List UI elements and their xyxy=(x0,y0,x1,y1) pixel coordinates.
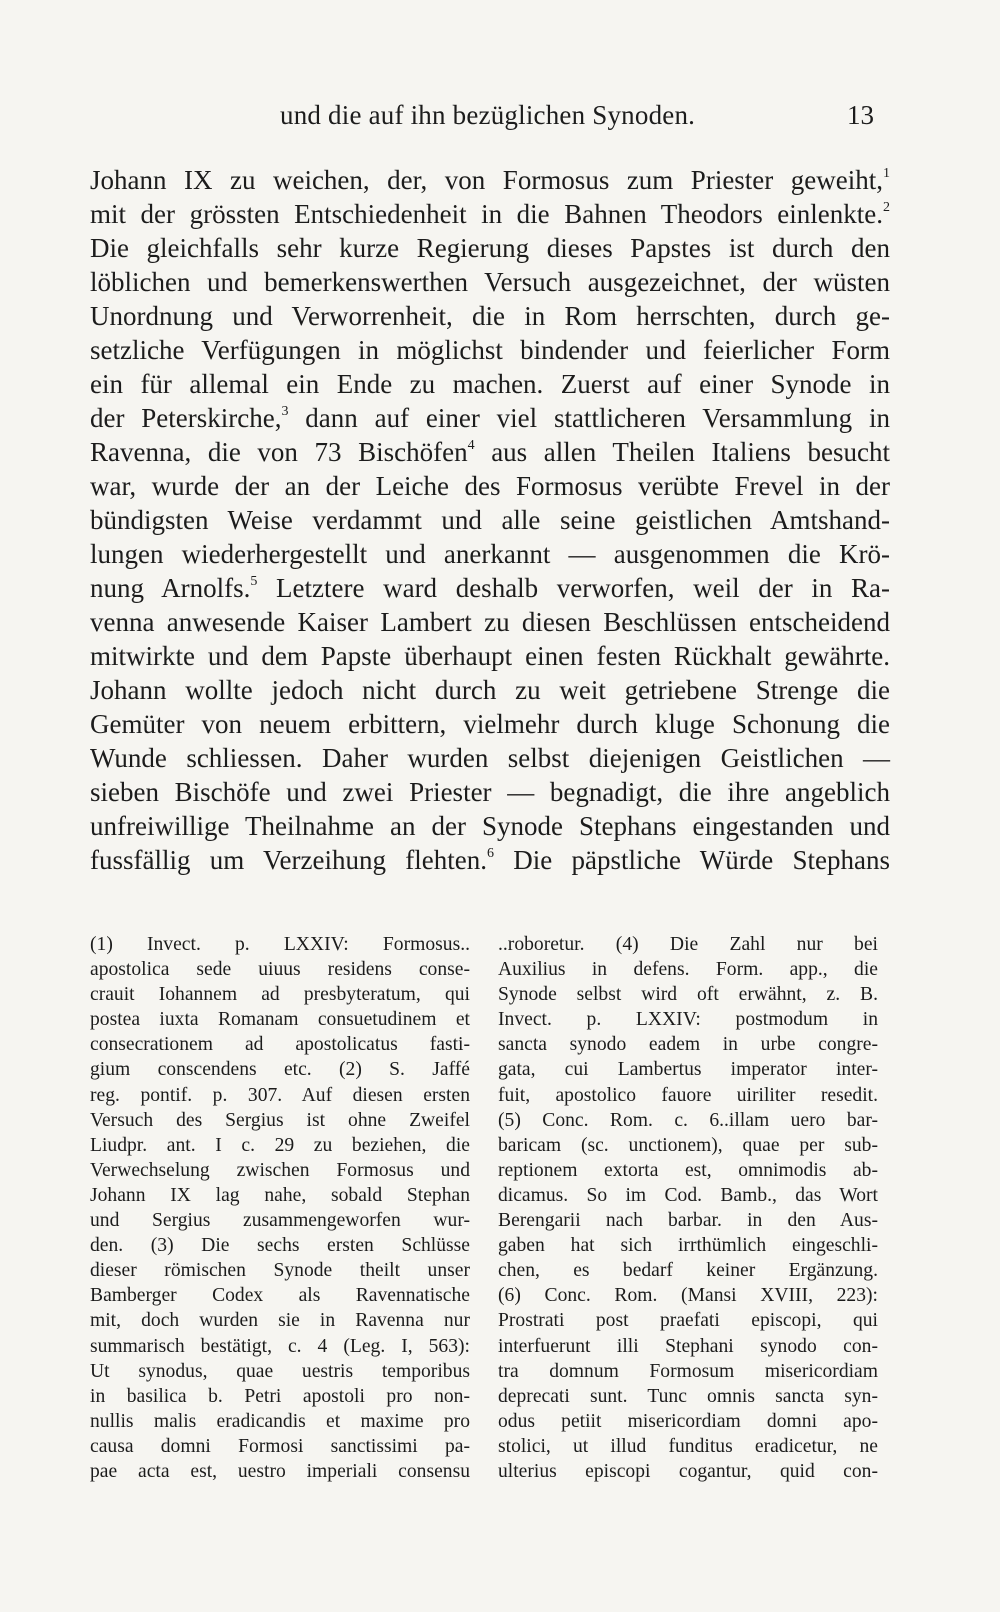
text-line xyxy=(90,673,890,707)
text-segment: mit der grössten Entschiedenheit in die Bahnen Theodors einlenkte. xyxy=(90,199,883,229)
footnote-line: consecrationem ad apostolicatus fasti- xyxy=(90,1034,470,1056)
text-line xyxy=(90,571,890,605)
footnote-marker: 1 xyxy=(883,166,890,181)
main-text xyxy=(90,163,890,877)
text-line xyxy=(90,741,890,775)
footnote-line: dieser römischen Synode theilt unser xyxy=(90,1260,470,1282)
footnote-line: postea iuxta Romanam consuetudinem et xyxy=(90,1009,470,1031)
footnote-line: odus petiit misericordiam domni apo- xyxy=(498,1410,878,1432)
footnote-line: nullis malis eradicandis et maxime pro xyxy=(90,1410,470,1432)
footnote-line: chen, es bedarf keiner Ergänzung. xyxy=(498,1260,878,1282)
footnote-line: apostolica sede uiuus residens conse- xyxy=(90,959,470,981)
footnote-line: Liudpr. ant. I c. 29 zu beziehen, die xyxy=(90,1134,470,1156)
footnote-line: (5) Conc. Rom. c. 6..illam uero bar- xyxy=(498,1109,878,1131)
footnote-line: Bamberger Codex als Ravennatische xyxy=(90,1285,470,1307)
footnote-line: in basilica b. Petri apostoli pro non- xyxy=(90,1385,470,1407)
text-segment: Letztere ward deshalb verworfen, weil der in Ra- xyxy=(257,573,890,603)
text-line xyxy=(90,367,890,401)
text-line xyxy=(90,333,890,367)
footnote-line: (6) Conc. Rom. (Mansi XVIII, 223): xyxy=(498,1285,878,1307)
footnote-line: stolici, ut illud funditus eradicetur, ne xyxy=(498,1435,878,1457)
footnote-line: sancta synodo eadem in urbe congre- xyxy=(498,1034,878,1056)
text-segment: nung Arnolfs. xyxy=(90,573,251,603)
page-number: 13 xyxy=(847,100,874,130)
footnote-marker: 2 xyxy=(883,200,890,215)
footnote-line: Ut synodus, quae uestris temporibus xyxy=(90,1360,470,1382)
footnote-line: baricam (sc. unctionem), quae per sub- xyxy=(498,1134,878,1156)
footnote-marker: 6 xyxy=(486,846,494,861)
text-segment: aus allen Theilen Italiens besucht xyxy=(474,437,890,467)
text-line xyxy=(90,231,890,265)
text-line xyxy=(90,435,890,469)
footnotes-right-column xyxy=(498,932,878,1484)
text-segment: bündigsten Weise verdammt und alle seine geistlichen Amtshand- xyxy=(90,505,890,535)
footnote-line: (1) Invect. p. LXXIV: Formosus.. xyxy=(90,934,470,955)
text-line xyxy=(90,843,890,877)
text-line xyxy=(90,299,890,333)
text-segment: ein für allemal ein Ende zu machen. Zuerst auf einer Synode in xyxy=(90,369,890,399)
page-header xyxy=(90,100,890,134)
text-segment: venna anwesende Kaiser Lambert zu diesen Beschlüssen entscheidend xyxy=(90,607,890,637)
text-line xyxy=(90,707,890,741)
footnote-line: reg. pontif. p. 307. Auf diesen ersten xyxy=(90,1084,470,1106)
footnote-line: und Sergius zusammengeworfen wur- xyxy=(90,1210,470,1232)
text-line xyxy=(90,469,890,503)
text-line xyxy=(90,401,890,435)
footnote-line: interfuerunt illi Stephani synodo con- xyxy=(498,1335,878,1357)
footnote-line: Verwechselung zwischen Formosus und xyxy=(90,1159,470,1181)
footnote-line: Prostrati post praefati episcopi, qui xyxy=(498,1310,878,1332)
text-line xyxy=(90,775,890,809)
footnote-line: summarisch bestätigt, c. 4 (Leg. I, 563): xyxy=(90,1335,470,1357)
footnote-line: mit, doch wurden sie in Ravenna nur xyxy=(90,1310,470,1332)
footnote-line: Invect. p. LXXIV: postmodum in xyxy=(498,1009,878,1031)
text-segment: Die päpstliche Würde Stephans xyxy=(493,845,890,875)
footnote-line: pae acta est, uestro imperiali consensu xyxy=(90,1460,470,1482)
footnote-marker: 4 xyxy=(467,438,475,453)
footnote-marker: 3 xyxy=(281,404,289,419)
footnote-line: crauit Iohannem ad presbyteratum, qui xyxy=(90,984,470,1006)
text-line xyxy=(90,197,890,231)
text-line xyxy=(90,809,890,843)
footnote-line: deprecati sunt. Tunc omnis sancta syn- xyxy=(498,1385,878,1407)
footnote-line: Synode selbst wird oft erwähnt, z. B. xyxy=(498,984,878,1006)
running-head: und die auf ihn bezüglichen Synoden. xyxy=(280,100,696,130)
footnote-line: ..roboretur. (4) Die Zahl nur bei xyxy=(498,934,878,955)
footnote-line: tra domnum Formosum misericordiam xyxy=(498,1360,878,1382)
text-segment: sieben Bischöfe und zwei Priester — begnadigt, die ihre angeblich xyxy=(90,777,890,807)
text-segment: mitwirkte und dem Papste überhaupt einen festen Rückhalt gewährte. xyxy=(90,641,890,671)
text-segment: Johann IX zu weichen, der, von Formosus zum Priester geweiht, xyxy=(90,165,883,195)
text-segment: der Peterskirche, xyxy=(90,403,282,433)
footnote-line: gaben hat sich irrthümlich eingeschli- xyxy=(498,1235,878,1257)
text-line xyxy=(90,605,890,639)
text-line xyxy=(90,503,890,537)
footnote-marker: 5 xyxy=(250,574,258,589)
text-segment: Wunde schliessen. Daher wurden selbst diejenigen Geistlichen — xyxy=(90,743,890,773)
text-segment: unfreiwillige Theilnahme an der Synode Stephans eingestanden und xyxy=(90,811,890,841)
footnote-line: Versuch des Sergius ist ohne Zweifel xyxy=(90,1109,470,1131)
text-segment: Ravenna, die von 73 Bischöfen xyxy=(90,437,468,467)
text-line xyxy=(90,163,890,197)
footnote-line: causa domni Formosi sanctissimi pa- xyxy=(90,1435,470,1457)
text-segment: Unordnung und Verworrenheit, die in Rom herrschten, durch ge- xyxy=(90,301,890,331)
text-segment: Johann wollte jedoch nicht durch zu weit getriebene Strenge die xyxy=(90,675,890,705)
text-segment: Die gleichfalls sehr kurze Regierung dieses Papstes ist durch den xyxy=(90,233,890,263)
text-segment: war, wurde der an der Leiche des Formosus verübte Frevel in der xyxy=(90,471,890,501)
text-segment: löblichen und bemerkenswerthen Versuch ausgezeichnet, der wüsten xyxy=(90,267,890,297)
text-line xyxy=(90,639,890,673)
footnote-line: den. (3) Die sechs ersten Schlüsse xyxy=(90,1235,470,1257)
footnote-line: reptionem extorta est, omnimodis ab- xyxy=(498,1159,878,1181)
footnote-line: gium conscendens etc. (2) S. Jaffé xyxy=(90,1059,470,1081)
footnote-line: Berengarii nach barbar. in den Aus- xyxy=(498,1210,878,1232)
text-line xyxy=(90,265,890,299)
footnote-line: Johann IX lag nahe, sobald Stephan xyxy=(90,1184,470,1206)
text-segment: setzliche Verfügungen in möglichst bindender und feierlicher Form xyxy=(90,335,890,365)
text-line xyxy=(90,537,890,571)
text-segment: lungen wiederhergestellt und anerkannt — ausgenommen die Krö- xyxy=(90,539,890,569)
footnote-line: dicamus. So im Cod. Bamb., das Wort xyxy=(498,1184,878,1206)
footnotes xyxy=(90,932,890,1572)
footnote-line: fuit, apostolico fauore uiriliter resedit. xyxy=(498,1084,878,1106)
footnotes-left-column xyxy=(90,932,470,1484)
text-segment: fussfällig um Verzeihung flehten. xyxy=(90,845,487,875)
footnote-line: Auxilius in defens. Form. app., die xyxy=(498,959,878,981)
footnote-line: gata, cui Lambertus imperator inter- xyxy=(498,1059,878,1081)
text-segment: dann auf einer viel stattlicheren Versammlung in xyxy=(288,403,890,433)
footnote-line: ulterius episcopi cogantur, quid con- xyxy=(498,1460,878,1482)
text-segment: Gemüter von neuem erbittern, vielmehr durch kluge Schonung die xyxy=(90,709,890,739)
